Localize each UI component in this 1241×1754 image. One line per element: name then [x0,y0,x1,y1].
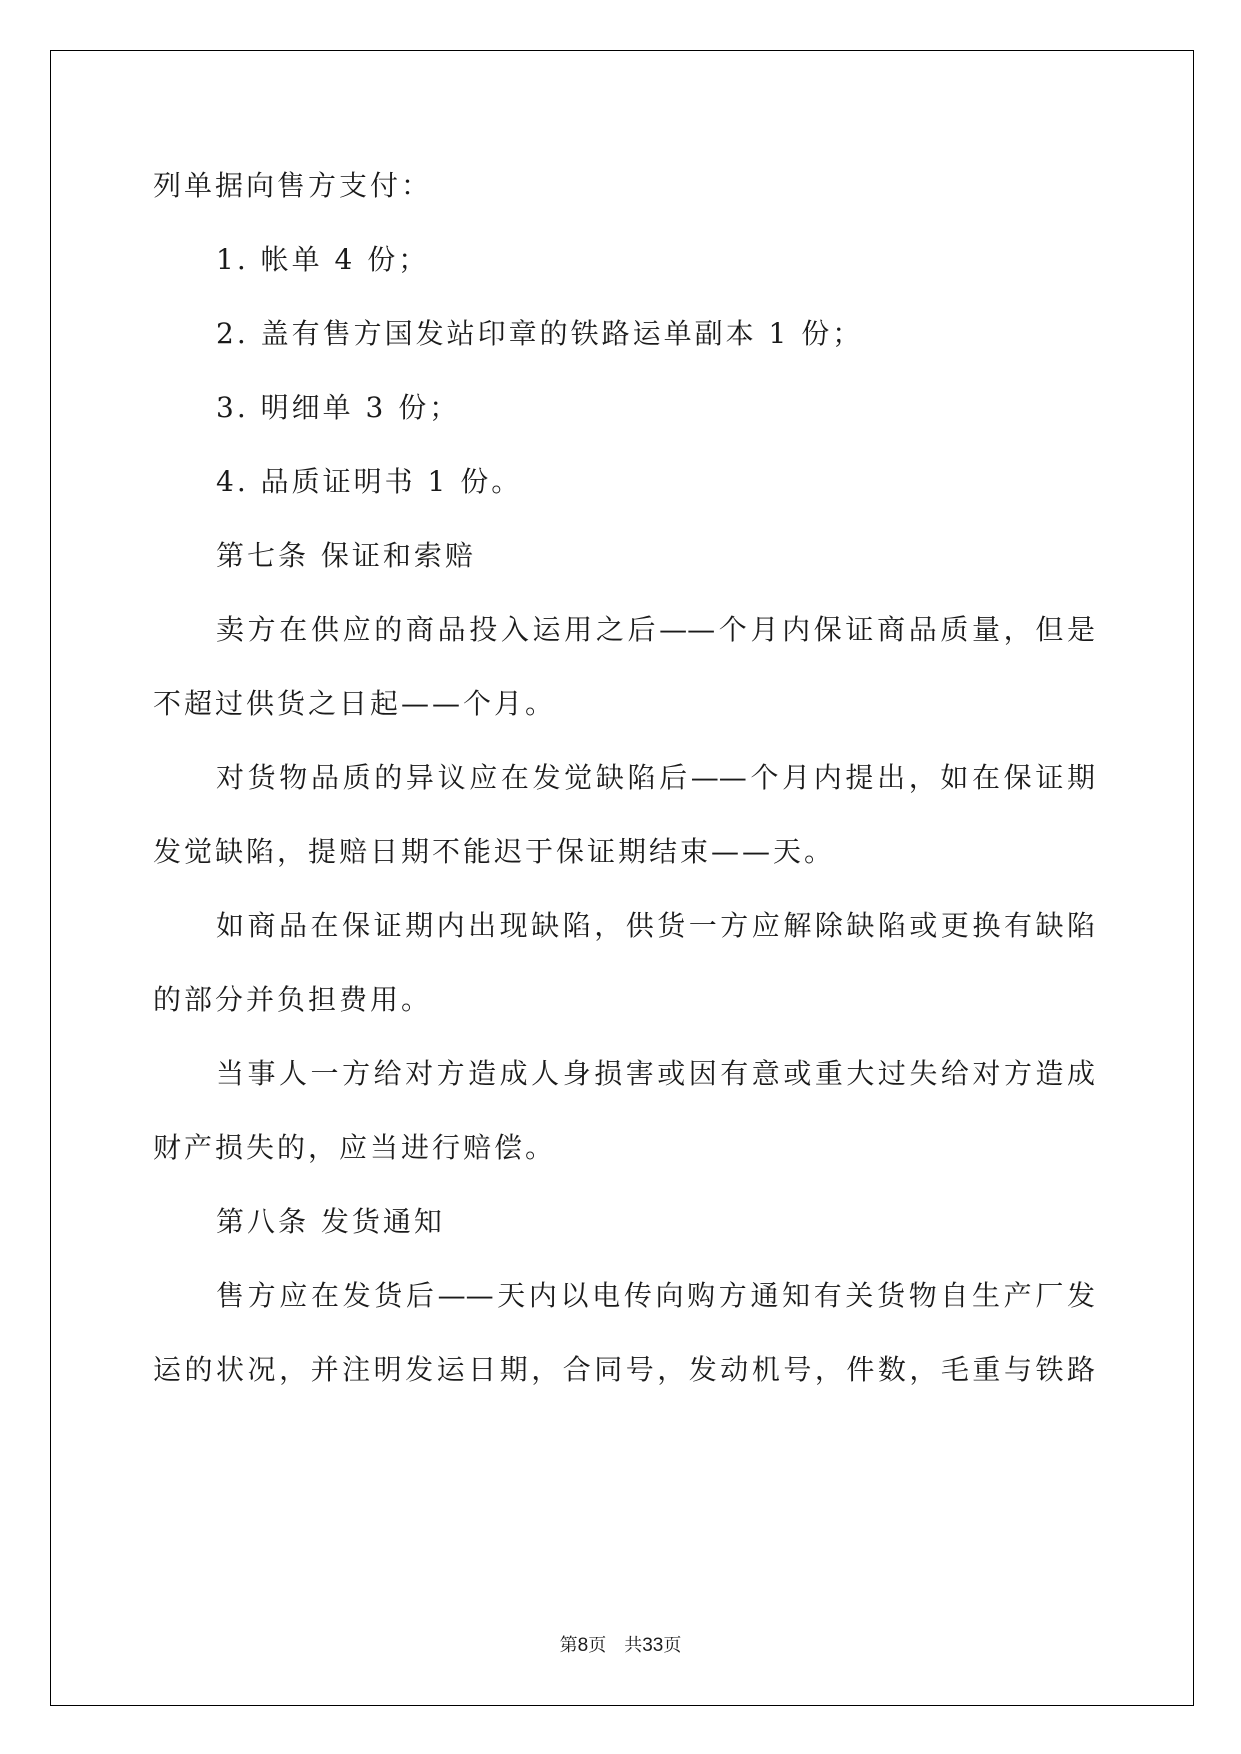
total-prefix: 共 [624,1635,643,1656]
paragraph-line: 对货物品质的异议应在发觉缺陷后——个月内提出，如在保证期 [216,761,1095,794]
page-number: 8 [577,1635,589,1656]
paragraph-line: 售方应在发货后——天内以电传向购方通知有关货物自生产厂发 [216,1279,1095,1312]
paragraph-line: 财产损失的，应当进行赔偿。 [153,1131,557,1164]
page-prefix: 第 [559,1635,578,1656]
list-item: 1. 帐单 4 份； [216,243,430,276]
paragraph-line: 的部分并负担费用。 [153,983,433,1016]
section-heading: 第七条 保证和索赔 [216,539,476,572]
list-item: 3. 明细单 3 份； [216,391,461,424]
page-footer [0,1635,1241,1657]
paragraph-line: 列单据向售方支付： [153,169,433,202]
paragraph-line: 运的状况，并注明发运日期，合同号，发动机号，件数，毛重与铁路 [153,1353,1095,1386]
list-item: 4. 品质证明书 1 份。 [216,465,523,498]
paragraph-line: 如商品在保证期内出现缺陷，供货一方应解除缺陷或更换有缺陷 [216,909,1095,942]
total-pages: 33 [642,1635,664,1656]
total-suffix: 页 [663,1635,682,1656]
paragraph-line: 发觉缺陷，提赔日期不能迟于保证期结束——天。 [153,835,836,868]
list-item: 2. 盖有售方国发站印章的铁路运单副本 1 份； [216,317,864,350]
page-border [50,50,1194,1706]
paragraph-line: 不超过供货之日起——个月。 [153,687,557,720]
page-suffix: 页 [588,1635,607,1656]
paragraph-line: 当事人一方给对方造成人身损害或因有意或重大过失给对方造成 [216,1057,1095,1090]
paragraph-line: 卖方在供应的商品投入运用之后——个月内保证商品质量，但是 [216,613,1095,646]
section-heading: 第八条 发货通知 [216,1205,445,1238]
